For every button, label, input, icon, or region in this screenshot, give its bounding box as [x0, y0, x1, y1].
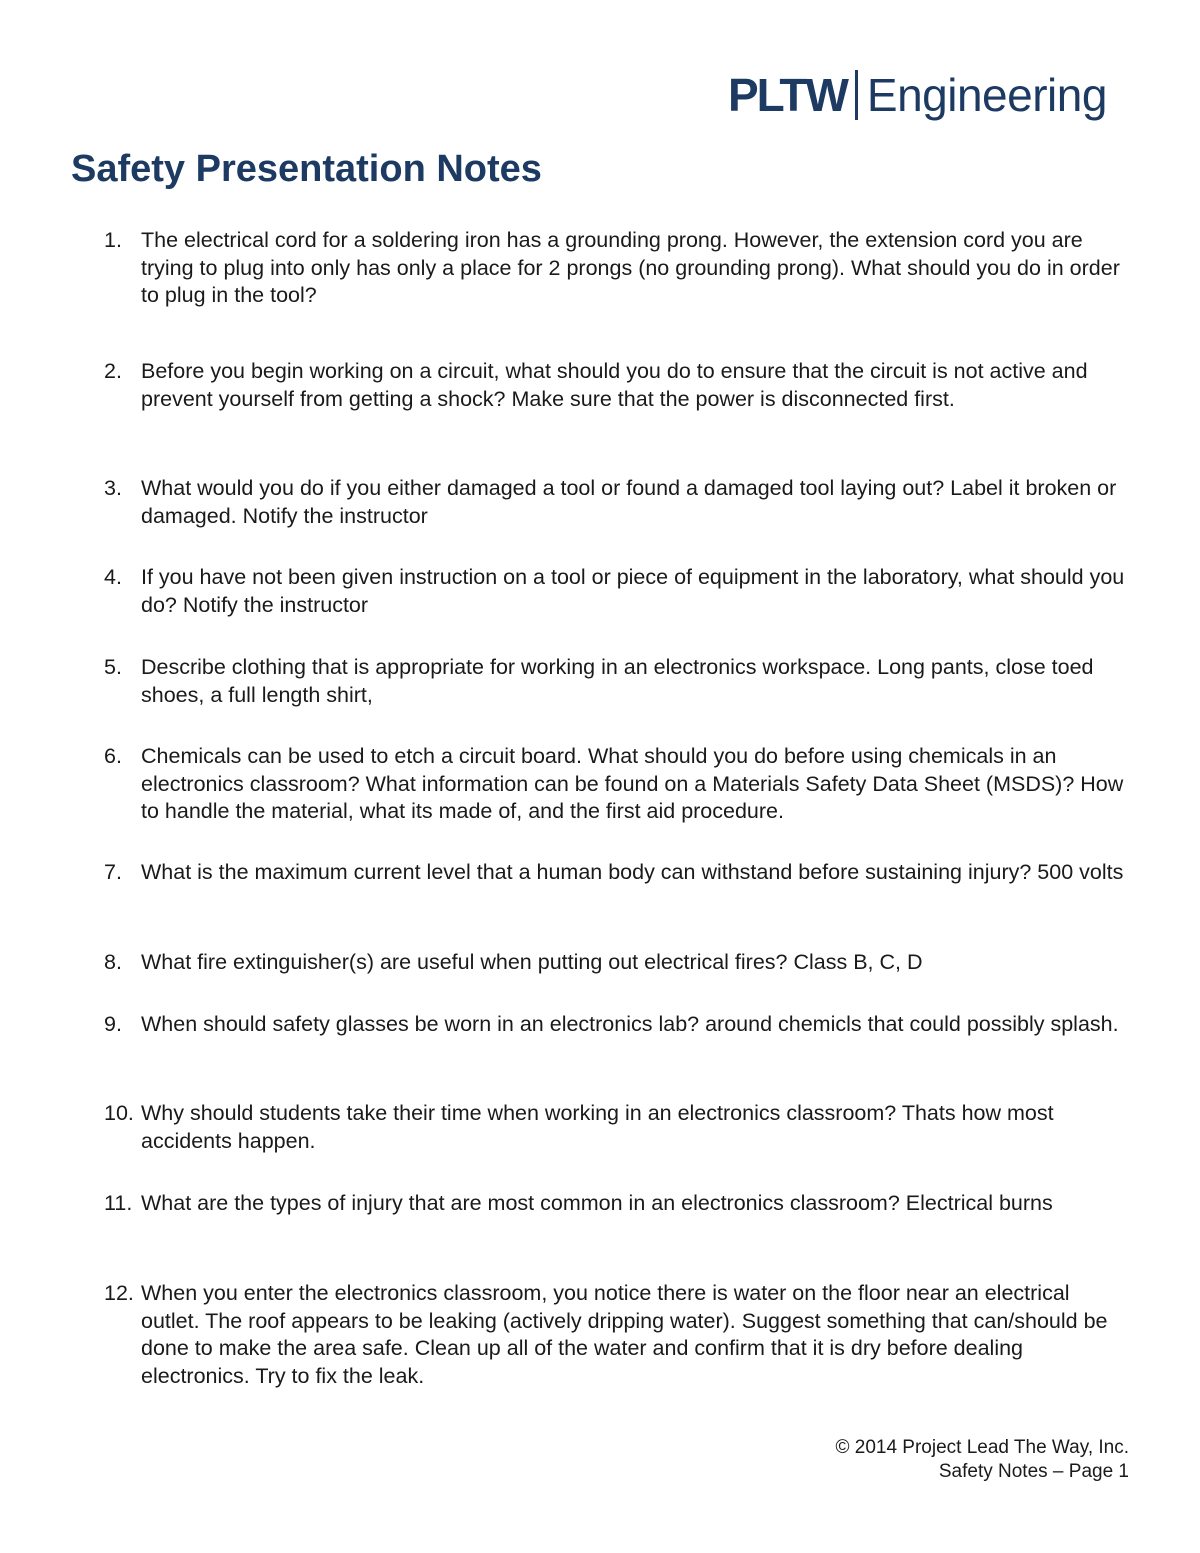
- item-text: What is the maximum current level that a human body can withstand before sustaining injury? 500 volts: [141, 860, 1124, 884]
- list-item: [104, 654, 1134, 709]
- pltw-engineering-logo: [728, 68, 1107, 122]
- logo-divider: [855, 70, 858, 120]
- item-number: 8.: [104, 950, 122, 974]
- item-number: 10.: [104, 1101, 134, 1125]
- item-number: 5.: [104, 655, 122, 679]
- item-text: Chemicals can be used to etch a circuit board. What should you do before using chemicals in an electronics classroom? What information can be found on a Materials Safety Data Sheet (MSDS)? How to handle the material, what its made of, and the first aid procedure.: [141, 744, 1124, 823]
- item-text: Before you begin working on a circuit, what should you do to ensure that the circuit is not active and prevent yourself from getting a shock? Make sure that the power is disconnected first.: [141, 359, 1088, 411]
- item-text: When you enter the electronics classroom, you notice there is water on the floor near an electrical outlet. The roof appears to be leaking (actively dripping water). Suggest something that can/should be done to make the area safe. Clean up all of the water and confirm that it is dry before dealing electronics. Try to fix the leak.: [141, 1281, 1108, 1388]
- item-text: When should safety glasses be worn in an electronics lab? around chemicls that could possibly splash.: [141, 1012, 1119, 1036]
- item-number: 2.: [104, 359, 122, 383]
- list-item: [104, 1280, 1134, 1390]
- list-item: [104, 564, 1134, 619]
- item-number: 9.: [104, 1012, 122, 1036]
- logo-word: Engineering: [866, 69, 1107, 121]
- logo-mark: PLTW: [728, 69, 847, 121]
- item-number: 12.: [104, 1281, 134, 1305]
- item-text: What are the types of injury that are most common in an electronics classroom? Electrical burns: [141, 1191, 1053, 1215]
- item-number: 3.: [104, 476, 122, 500]
- page-footer: [835, 1436, 1129, 1484]
- item-number: 1.: [104, 228, 122, 252]
- item-number: 11.: [104, 1191, 133, 1215]
- item-number: 7.: [104, 860, 122, 884]
- item-text: The electrical cord for a soldering iron has a grounding prong. However, the extension cord you are trying to plug into only has only a place for 2 prongs (no grounding prong). What should you do in order to plug in the tool?: [141, 228, 1120, 307]
- list-item: [104, 358, 1134, 413]
- item-text: Why should students take their time when working in an electronics classroom? Thats how most accidents happen.: [141, 1101, 1054, 1153]
- list-item: [104, 743, 1134, 826]
- item-text: What would you do if you either damaged a tool or found a damaged tool laying out? Label it broken or damaged. Notify the instructor: [141, 476, 1117, 528]
- item-number: 4.: [104, 565, 122, 589]
- list-item: [104, 1100, 1134, 1155]
- page-title: Safety Presentation Notes: [71, 148, 542, 190]
- list-item: [104, 1011, 1134, 1039]
- list-item: [104, 227, 1134, 310]
- page-number: Safety Notes – Page 1: [938, 1461, 1129, 1482]
- item-text: What fire extinguisher(s) are useful when putting out electrical fires? Class B, C, D: [141, 950, 923, 974]
- list-item: [104, 1190, 1134, 1218]
- item-text: Describe clothing that is appropriate for working in an electronics workspace. Long pants, close toed shoes, a full length shirt,: [141, 655, 1094, 707]
- list-item: [104, 859, 1134, 887]
- list-item: [104, 949, 1134, 977]
- list-item: [104, 475, 1134, 530]
- item-text: If you have not been given instruction on a tool or piece of equipment in the laboratory, what should you do? Notify the instructor: [141, 565, 1125, 617]
- copyright-text: © 2014 Project Lead The Way, Inc.: [835, 1437, 1129, 1458]
- item-number: 6.: [104, 744, 122, 768]
